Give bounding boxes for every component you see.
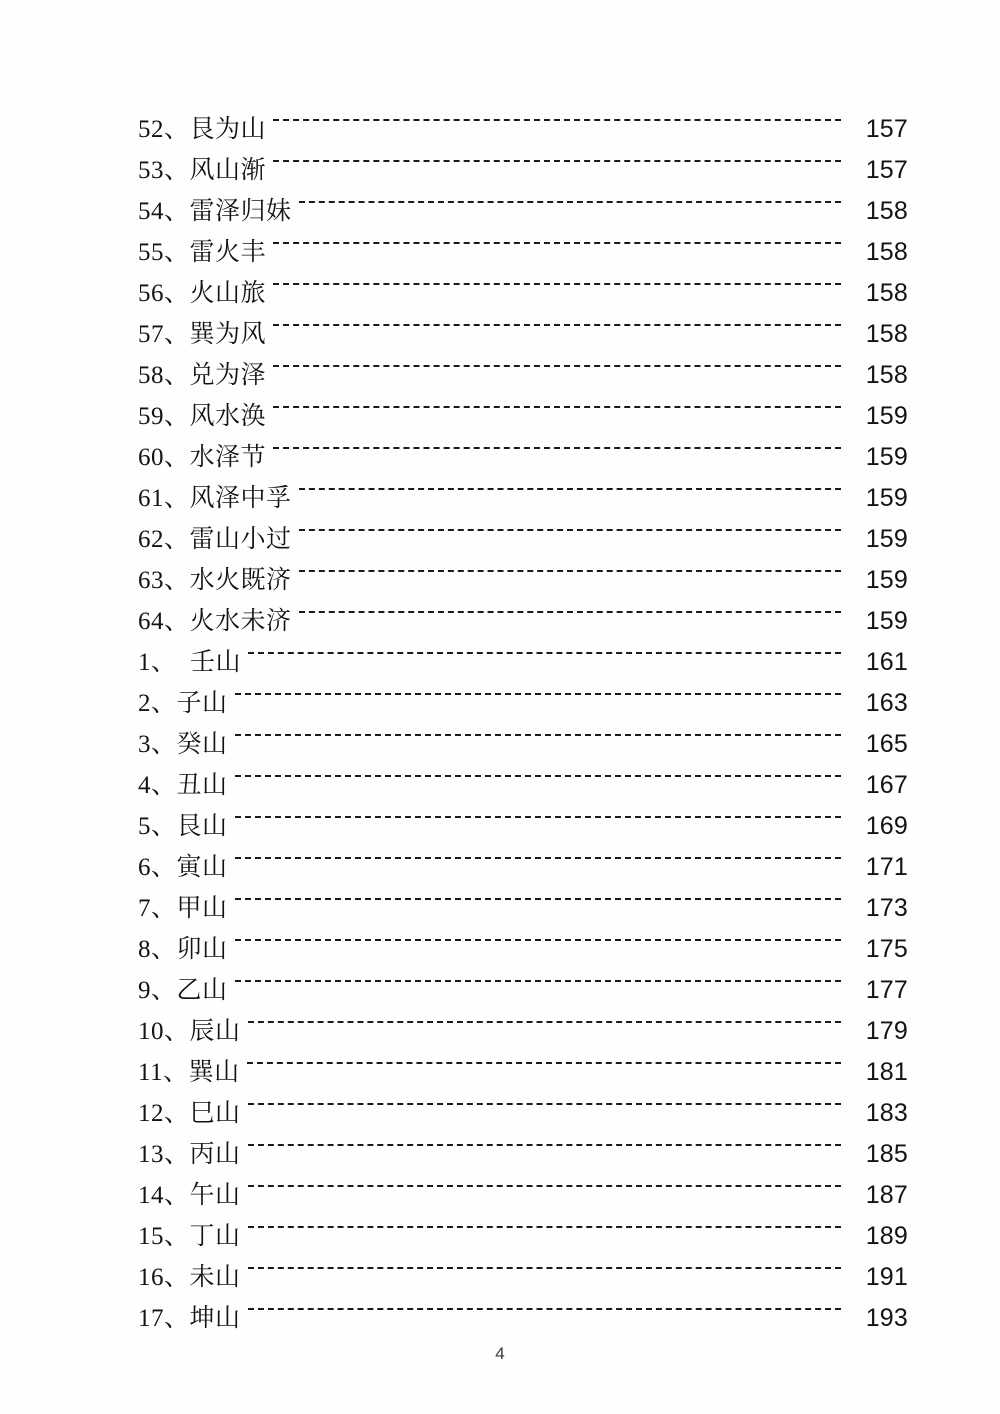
toc-leader-dots — [273, 424, 841, 465]
toc-leader-dots — [248, 1121, 841, 1162]
toc-entry-page-number: 157 — [865, 115, 908, 143]
toc-leader-dots — [273, 301, 841, 342]
toc-entry-page-number: 159 — [865, 607, 908, 635]
toc-entry-label: 13、丙山 — [138, 1141, 241, 1168]
toc-entry[interactable] — [138, 1203, 908, 1250]
toc-entry[interactable] — [138, 711, 908, 758]
toc-entry[interactable] — [138, 957, 908, 1004]
toc-entry-page-number: 169 — [865, 812, 908, 840]
toc-leader-dots — [248, 1203, 841, 1244]
toc-entry-label: 3、癸山 — [138, 731, 228, 758]
toc-entry[interactable] — [138, 670, 908, 717]
toc-entry-label: 11、巽山 — [138, 1059, 240, 1086]
toc-entry-page-number: 163 — [865, 689, 908, 717]
toc-entry-label: 58、兑为泽 — [138, 362, 267, 389]
toc-leader-dots — [248, 1244, 841, 1285]
toc-entry-page-number: 179 — [865, 1017, 908, 1045]
toc-entry-label: 15、丁山 — [138, 1223, 241, 1250]
toc-entry[interactable] — [138, 1039, 908, 1086]
toc-entry-page-number: 165 — [865, 730, 908, 758]
page-folio-number: 4 — [495, 1344, 505, 1363]
toc-leader-dots — [248, 1162, 841, 1203]
toc-entry-label: 17、坤山 — [138, 1305, 241, 1332]
toc-leader-dots — [299, 506, 841, 547]
toc-entry[interactable] — [138, 1244, 908, 1291]
toc-entry-label: 1、 壬山 — [138, 649, 242, 676]
toc-entry-page-number: 158 — [865, 279, 908, 307]
toc-entry-page-number: 173 — [865, 894, 908, 922]
toc-entry-page-number: 177 — [865, 976, 908, 1004]
table-of-contents — [138, 96, 908, 1332]
toc-entry[interactable] — [138, 793, 908, 840]
toc-entry-label: 7、甲山 — [138, 895, 228, 922]
toc-entry-label: 8、卯山 — [138, 936, 228, 963]
toc-leader-dots — [235, 793, 841, 834]
toc-entry-label: 9、乙山 — [138, 977, 228, 1004]
toc-entry-page-number: 191 — [865, 1263, 908, 1291]
toc-leader-dots — [273, 219, 841, 260]
toc-leader-dots — [299, 465, 841, 506]
toc-entry[interactable] — [138, 629, 908, 676]
toc-entry-label: 56、火山旅 — [138, 280, 267, 307]
toc-leader-dots — [235, 916, 841, 957]
toc-entry[interactable] — [138, 1080, 908, 1127]
toc-leader-dots — [273, 137, 841, 178]
toc-entry-page-number: 183 — [865, 1099, 908, 1127]
toc-leader-dots — [273, 383, 841, 424]
toc-entry-label: 55、雷火丰 — [138, 239, 267, 266]
toc-leader-dots — [299, 588, 841, 629]
toc-leader-dots — [235, 957, 841, 998]
toc-entry-label: 4、丑山 — [138, 772, 228, 799]
toc-entry-page-number: 171 — [865, 853, 908, 881]
toc-entry-page-number: 161 — [865, 648, 908, 676]
toc-leader-dots — [235, 711, 841, 752]
toc-leader-dots — [299, 547, 841, 588]
toc-entry-page-number: 181 — [865, 1058, 908, 1086]
toc-leader-dots — [248, 1080, 841, 1121]
toc-leader-dots — [235, 752, 841, 793]
toc-entry-page-number: 159 — [865, 402, 908, 430]
toc-entry-label: 5、艮山 — [138, 813, 228, 840]
toc-entry-label: 57、巽为风 — [138, 321, 267, 348]
toc-entry-label: 12、巳山 — [138, 1100, 241, 1127]
toc-entry-label: 62、雷山小过 — [138, 526, 292, 553]
toc-leader-dots — [299, 178, 841, 219]
toc-leader-dots — [248, 629, 841, 670]
toc-entry-page-number: 185 — [865, 1140, 908, 1168]
toc-entry-page-number: 175 — [865, 935, 908, 963]
toc-entry-label: 61、风泽中孚 — [138, 485, 292, 512]
toc-entry[interactable] — [138, 1121, 908, 1168]
toc-entry-page-number: 159 — [865, 525, 908, 553]
toc-leader-dots — [248, 1285, 841, 1326]
toc-entry-label: 2、子山 — [138, 690, 228, 717]
toc-entry-page-number: 157 — [865, 156, 908, 184]
toc-leader-dots — [273, 96, 841, 137]
toc-entry[interactable] — [138, 916, 908, 963]
toc-entry-label: 10、辰山 — [138, 1018, 241, 1045]
toc-leader-dots — [235, 670, 841, 711]
toc-entry-page-number: 193 — [865, 1304, 908, 1332]
toc-leader-dots — [248, 998, 841, 1039]
toc-entry-page-number: 187 — [865, 1181, 908, 1209]
toc-entry-label: 59、风水涣 — [138, 403, 267, 430]
toc-entry-page-number: 159 — [865, 566, 908, 594]
toc-entry[interactable] — [138, 1162, 908, 1209]
toc-entry-label: 6、寅山 — [138, 854, 228, 881]
toc-entry-label: 63、水火既济 — [138, 567, 292, 594]
toc-entry[interactable] — [138, 96, 908, 143]
toc-leader-dots — [247, 1039, 841, 1080]
toc-entry[interactable] — [138, 752, 908, 799]
toc-entry-label: 14、午山 — [138, 1182, 241, 1209]
toc-leader-dots — [273, 260, 841, 301]
toc-leader-dots — [235, 875, 841, 916]
toc-entry-page-number: 158 — [865, 320, 908, 348]
toc-entry[interactable] — [138, 834, 908, 881]
toc-entry-label: 52、艮为山 — [138, 116, 267, 143]
toc-leader-dots — [235, 834, 841, 875]
toc-entry-label: 64、火水未济 — [138, 608, 292, 635]
toc-entry[interactable] — [138, 875, 908, 922]
toc-entry-page-number: 159 — [865, 484, 908, 512]
toc-leader-dots — [273, 342, 841, 383]
toc-entry-page-number: 167 — [865, 771, 908, 799]
toc-entry-page-number: 158 — [865, 197, 908, 225]
toc-entry-label: 53、风山渐 — [138, 157, 267, 184]
toc-entry-label: 54、雷泽归妹 — [138, 198, 292, 225]
toc-entry-page-number: 159 — [865, 443, 908, 471]
toc-entry-label: 60、水泽节 — [138, 444, 267, 471]
toc-entry[interactable] — [138, 1285, 908, 1332]
toc-entry-page-number: 189 — [865, 1222, 908, 1250]
toc-entry-page-number: 158 — [865, 238, 908, 266]
toc-entry[interactable] — [138, 998, 908, 1045]
toc-entry-page-number: 158 — [865, 361, 908, 389]
toc-entry-label: 16、未山 — [138, 1264, 241, 1291]
